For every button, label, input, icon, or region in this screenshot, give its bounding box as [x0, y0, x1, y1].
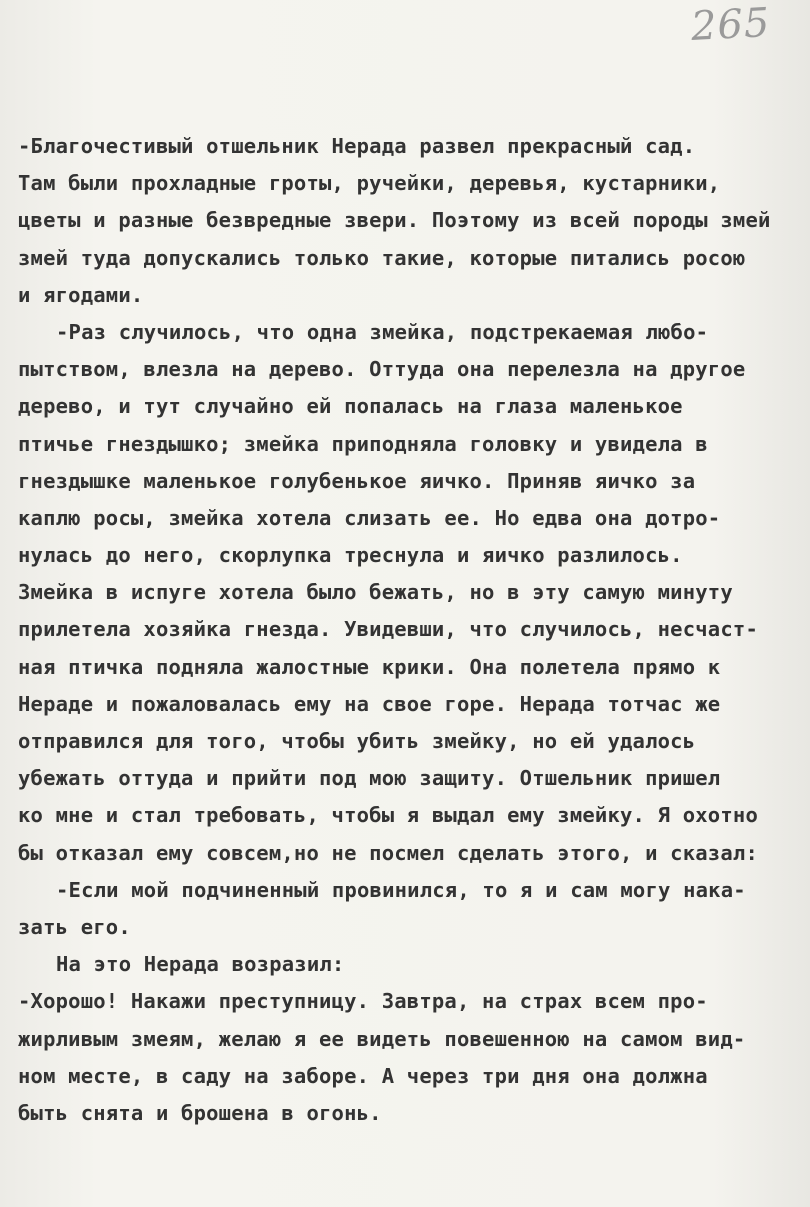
text-line: ном месте, в саду на заборе. А через три дня она должна [18, 1063, 708, 1088]
text-line: Нераде и пожаловалась ему на свое горе. Нерада тотчас же [18, 691, 721, 716]
page-number: 265 [689, 0, 772, 51]
text-line: жирливым змеям, желаю я ее видеть повешенною на самом вид- [18, 1026, 746, 1051]
document-body [18, 128, 808, 1132]
text-line: -Благочестивый отшельник Нерада развел прекрасный сад. [18, 134, 696, 158]
text-line: нулась до него, скорлупка треснула и яичко разлилось. [18, 543, 683, 568]
text-line: убежать оттуда и прийти под мою защиту. Отшельник пришел [18, 766, 721, 791]
text-line: На это Нерада возразил: [56, 952, 345, 977]
text-line: отправился для того, чтобы убить змейку, но ей удалось [18, 729, 696, 753]
text-line: и ягодами. [18, 282, 144, 307]
text-line: гнездышке маленькое голубенькое яичко. Приняв яичко за [18, 468, 696, 493]
text-line: зать его. [18, 914, 131, 939]
text-line: птичье гнездышко; змейка приподняла головку и увидела в [18, 431, 708, 456]
text-line: Там были прохладные гроты, ручейки, деревья, кустарники, [18, 171, 721, 196]
text-line: -Раз случилось, что одна змейка, подстрекаемая любо- [56, 319, 709, 344]
text-line: -Если мой подчиненный провинился, то я и сам могу нака- [56, 877, 746, 902]
text-line: пытством, влезла на дерево. Оттуда она перелезла на другое [18, 357, 746, 382]
text-line: каплю росы, змейка хотела слизать ее. Но едва она дотро- [18, 505, 721, 530]
text-line: змей туда допускались только такие, которые питались росою [18, 245, 746, 270]
text-line: быть снята и брошена в огонь. [18, 1100, 382, 1125]
text-line: Змейка в испуге хотела было бежать, но в эту самую минуту [18, 580, 733, 605]
text-line: цветы и разные безвредные звери. Поэтому из всей породы змей [18, 208, 771, 233]
text-line: -Хорошо! Накажи преступницу. Завтра, на страх всем про- [18, 989, 708, 1014]
text-line: дерево, и тут случайно ей попалась на глаза маленькое [18, 394, 683, 419]
text-line: ная птичка подняла жалостные крики. Она полетела прямо к [18, 654, 721, 679]
text-line: бы отказал ему совсем,но не посмел сделать этого, и сказал: [18, 840, 758, 865]
text-line: ко мне и стал требовать, чтобы я выдал ему змейку. Я охотно [18, 803, 758, 828]
text-line: прилетела хозяйка гнезда. Увидевши, что случилось, несчаст- [18, 617, 758, 642]
